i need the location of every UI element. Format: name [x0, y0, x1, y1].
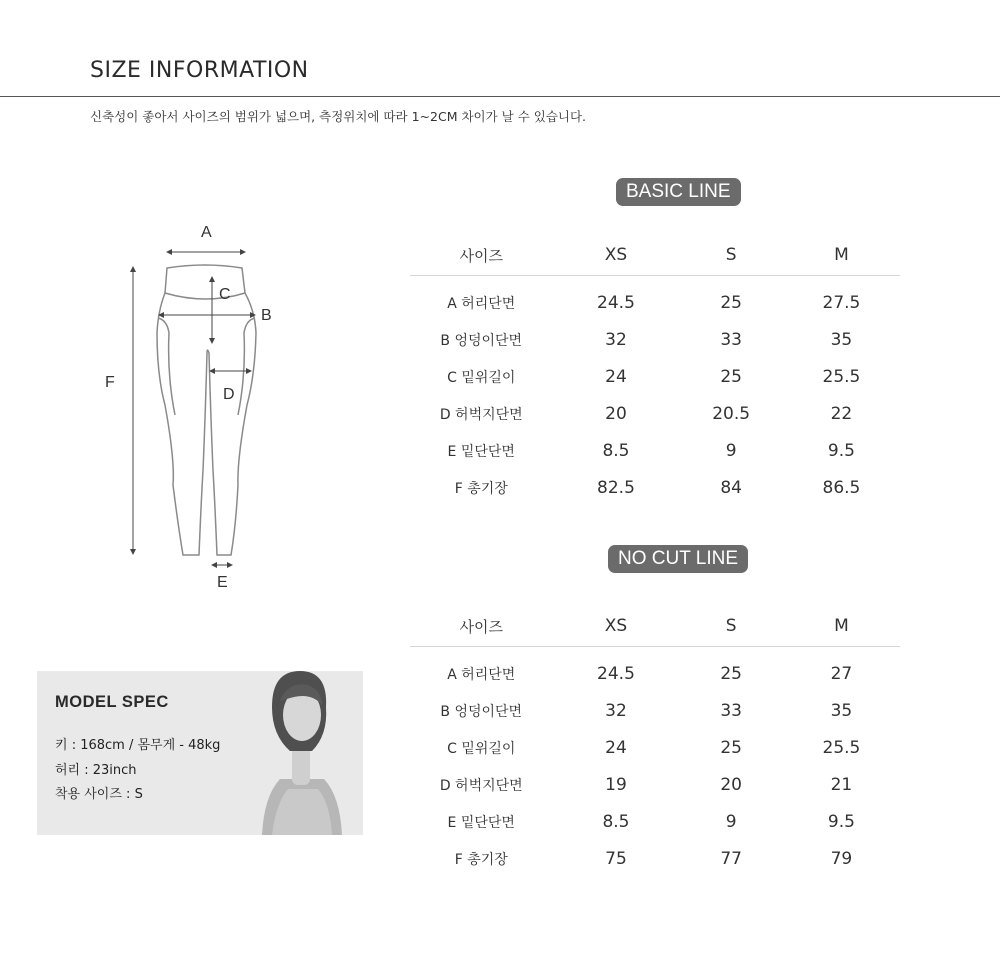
row-label: B 엉덩이단면: [440, 332, 523, 349]
label-b: B: [261, 307, 272, 324]
table-row: [410, 284, 900, 321]
cell-m: 25.5: [822, 737, 861, 758]
cell-m: 27: [830, 663, 853, 684]
label-a: A: [201, 224, 212, 241]
cell-xs: 32: [605, 329, 627, 350]
basic-line-badge: BASIC LINE: [616, 178, 741, 206]
cell-xs: 24.5: [597, 292, 635, 313]
cell-xs: 75: [605, 848, 627, 869]
row-label: D 허벅지단면: [439, 406, 523, 423]
model-wear-size: 착용 사이즈 : S: [55, 787, 143, 802]
cell-s: 25: [720, 663, 742, 684]
cell-xs: 20: [605, 403, 627, 424]
cell-m: 9.5: [827, 440, 855, 461]
row-label: F 총기장: [454, 480, 508, 497]
cell-xs: 24: [605, 737, 627, 758]
model-spec-card: [37, 671, 363, 835]
table-row: [410, 803, 900, 840]
model-height-weight: 키 : 168cm / 몸무게 - 48kg: [55, 738, 221, 753]
table-row: [410, 655, 900, 692]
cell-m: 22: [830, 403, 853, 424]
cell-s: 20: [720, 774, 742, 795]
row-label: A 허리단면: [447, 295, 516, 312]
size-note: 신축성이 좋아서 사이즈의 범위가 넓으며, 측정위치에 따라 1~2CM 차이가 날 수 있습니다.: [90, 109, 587, 124]
row-label: E 밑단단면: [447, 443, 515, 460]
table-row: [410, 692, 900, 729]
label-c: C: [219, 286, 231, 303]
table-row: [410, 469, 900, 506]
table-row: [410, 766, 900, 803]
cell-xs: 24: [605, 366, 627, 387]
cell-m: 79: [830, 848, 853, 869]
table-header-row: [410, 606, 900, 647]
cell-xs: 32: [605, 700, 627, 721]
row-label: A 허리단면: [447, 666, 516, 683]
table-row: [410, 432, 900, 469]
header-size: 사이즈: [459, 617, 503, 636]
cell-s: 9: [725, 811, 737, 832]
header-size: 사이즈: [459, 246, 503, 265]
cell-s: 9: [725, 440, 737, 461]
label-e: E: [217, 574, 228, 591]
cell-xs: 19: [605, 774, 627, 795]
row-label: C 밑위길이: [447, 369, 516, 386]
cell-m: 35: [830, 700, 853, 721]
cell-s: 25: [720, 737, 742, 758]
row-label: C 밑위길이: [447, 740, 516, 757]
cell-s: 20.5: [712, 403, 751, 424]
table-row: [410, 729, 900, 766]
cell-s: 25: [720, 292, 742, 313]
model-photo: [242, 671, 363, 835]
cell-xs: 82.5: [597, 477, 635, 498]
header-m: M: [834, 616, 849, 636]
leggings-outline: [157, 265, 256, 555]
model-spec-title: MODEL SPEC: [55, 693, 169, 711]
cell-m: 25.5: [822, 366, 861, 387]
label-d: D: [223, 386, 235, 403]
row-label: D 허벅지단면: [439, 777, 523, 794]
cell-m: 21: [830, 774, 853, 795]
table-row: [410, 358, 900, 395]
header-xs: XS: [604, 616, 628, 636]
cell-m: 35: [830, 329, 853, 350]
cell-s: 33: [720, 329, 742, 350]
cell-s: 25: [720, 366, 742, 387]
cell-m: 86.5: [822, 477, 861, 498]
table-row: [410, 840, 900, 877]
no-cut-line-size-table: [410, 606, 900, 877]
cell-m: 27.5: [822, 292, 861, 313]
row-label: F 총기장: [454, 851, 508, 868]
table-header-row: [410, 235, 900, 276]
header-m: M: [834, 245, 849, 265]
cell-xs: 8.5: [602, 811, 630, 832]
table-row: [410, 321, 900, 358]
cell-xs: 8.5: [602, 440, 630, 461]
leggings-measurement-diagram: [95, 215, 295, 595]
basic-line-size-table: [410, 235, 900, 506]
header-s: S: [725, 616, 737, 636]
cell-xs: 24.5: [597, 663, 635, 684]
header-s: S: [725, 245, 737, 265]
cell-s: 77: [720, 848, 742, 869]
header-xs: XS: [604, 245, 628, 265]
page-title: SIZE INFORMATION: [90, 58, 309, 83]
cell-s: 33: [720, 700, 742, 721]
cell-m: 9.5: [827, 811, 855, 832]
no-cut-line-badge: NO CUT LINE: [608, 545, 748, 573]
label-f: F: [105, 374, 115, 391]
cell-s: 84: [720, 477, 742, 498]
table-row: [410, 395, 900, 432]
row-label: E 밑단단면: [447, 814, 515, 831]
row-label: B 엉덩이단면: [440, 703, 523, 720]
title-divider: [0, 96, 1000, 97]
model-waist: 허리 : 23inch: [55, 763, 137, 778]
